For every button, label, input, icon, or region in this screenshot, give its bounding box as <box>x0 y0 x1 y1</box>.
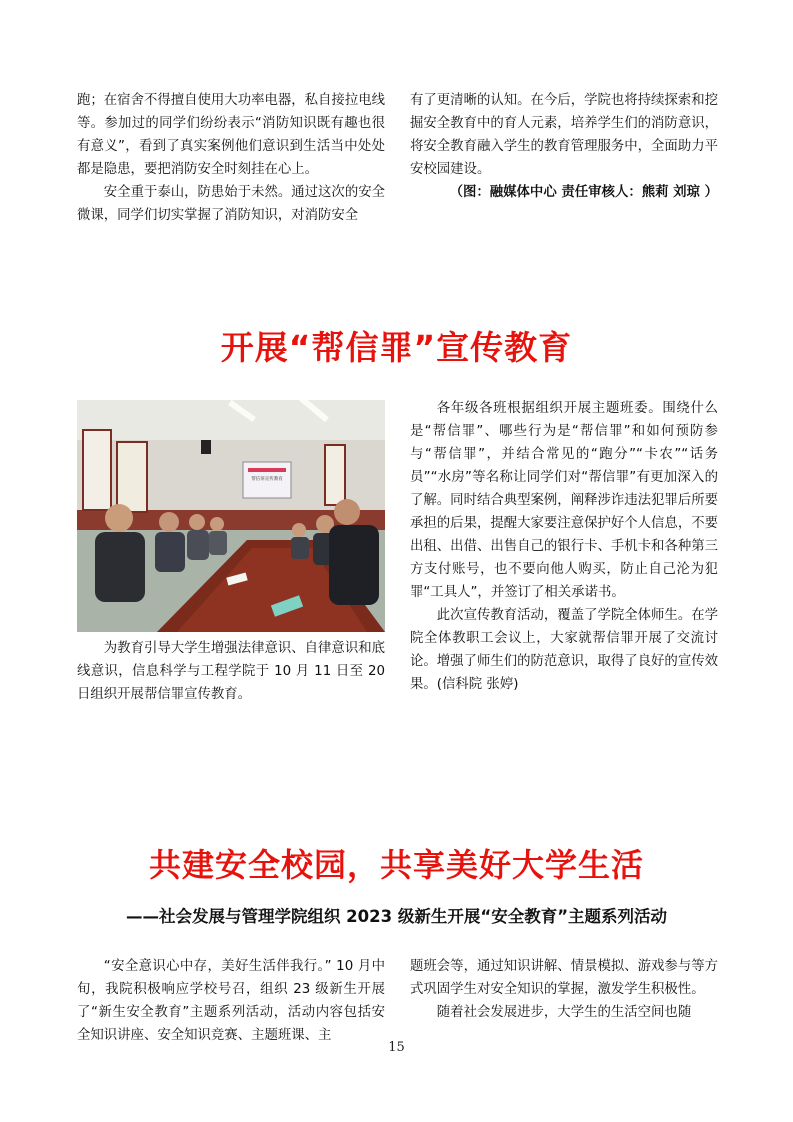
article2-left-text <box>77 955 385 1047</box>
screen-text: 帮信罪宣传教育 <box>251 477 283 482</box>
top-right-column <box>410 89 718 204</box>
article2-subtitle: ——社会发展与管理学院组织 2023 级新生开展“安全教育”主题系列活动 <box>125 907 668 926</box>
top-left-paragraph-1: 跑；在宿舍不得擅自使用大功率电器，私自接拉电线等。参加过的同学们纷纷表示“消防知识既有趣也很有意义”，看到了真实案例他们意识到生活当中处处都是隐患，要把消防安全时刻挂在心上。 <box>77 93 385 177</box>
article2-title: 共建安全校园，共享美好大学生活 <box>148 846 644 884</box>
article2-right-paragraph-1: 题班会等，通过知识讲解、情景模拟、游戏参与等方式巩固学生对安全知识的掌握，激发学生积极性。 <box>410 959 718 997</box>
meeting-photo <box>77 400 385 632</box>
article2-right-paragraph-2: 随着社会发展进步，大学生的生活空间也随 <box>436 1005 692 1020</box>
article2-left-paragraph-1: “安全意识心中存，美好生活伴我行。” 10 月中旬，我院积极响应学校号召，组织 23 级新生开展了“新生安全教育”主题系列活动，活动内容包括安全知识讲座、安全知识竞赛、主题班课、主 <box>77 959 385 1043</box>
article1-left-paragraph-1: 为教育引导大学生增强法律意识、自律意识和底线意识，信息科学与工程学院于 10 月 11 日至 20 日组织开展帮信罪宣传教育。 <box>77 641 385 702</box>
page-number: 15 <box>388 1040 405 1055</box>
top-right-paragraph-1: 有了更清晰的认知。在今后，学院也将持续探索和挖掘安全教育中的育人元素，培养学生们的消防意识，将安全教育融入学生的教育管理服务中，全面助力平安校园建设。 <box>410 93 718 177</box>
article1-right-text <box>410 397 718 696</box>
article1-right-paragraph-1: 各年级各班根据组织开展主题班委。围绕什么是“帮信罪”、哪些行为是“帮信罪”和如何预防参与“帮信罪”，并结合常见的“跑分”“卡农”“话务员”“水房”等名称让同学们对“帮信罪”有更加深入的了解。同时结合典型案例，阐释涉诈违法犯罪后所要承担的后果，提醒大家要注意保护好个人信息，不要出租、出借、出售自己的银行卡、手机卡和各种第三方支付账号，也不要向他人购买，防止自己沦为犯罪“工具人”，并签订了相关承诺书。 <box>410 401 718 600</box>
article1-left-text <box>77 637 385 706</box>
article1-right-paragraph-2: 此次宣传教育活动，覆盖了学院全体师生。在学院全体教职工会议上，大家就帮信罪开展了交流讨论。增强了师生们的防范意识，取得了良好的宣传效果。(信科院 张婷) <box>410 608 718 692</box>
top-left-column <box>77 89 385 227</box>
photo-credit: （图：融媒体中心 责任审核人：熊莉 刘琼 ） <box>449 185 718 200</box>
article1-title: 开展“帮信罪”宣传教育 <box>220 328 573 367</box>
article2-right-text <box>410 955 718 1024</box>
top-left-paragraph-2: 安全重于泰山，防患始于未然。通过这次的安全微课，同学们切实掌握了消防知识，对消防安全 <box>77 185 385 223</box>
meeting-photo-illustration <box>77 400 385 632</box>
